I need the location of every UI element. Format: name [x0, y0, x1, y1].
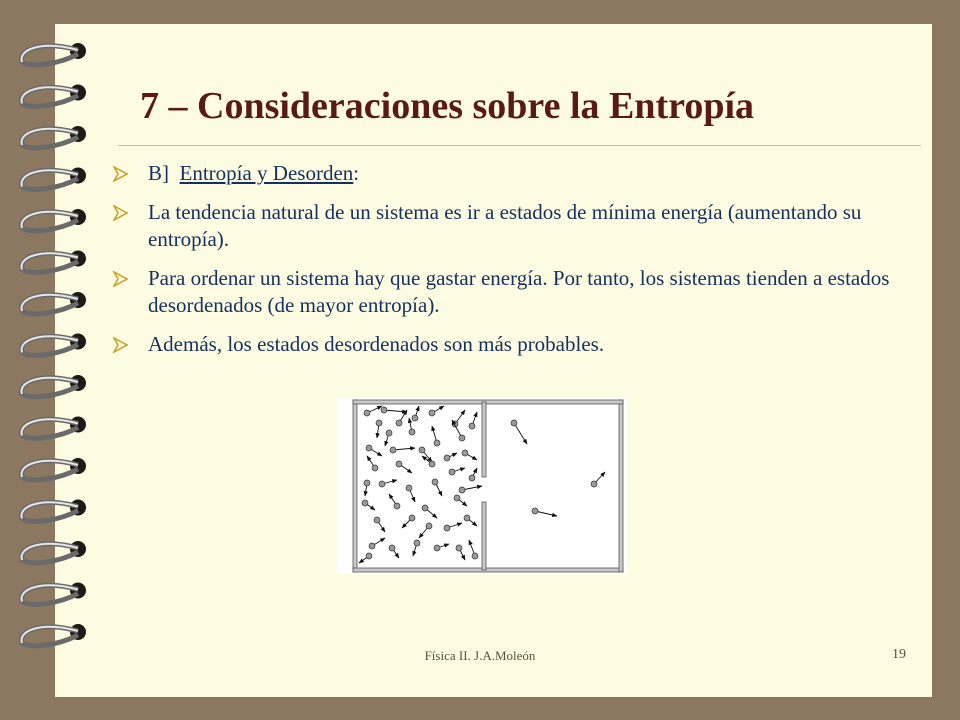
spiral-binding [0, 0, 110, 720]
molecule [419, 447, 425, 453]
bullet-list [112, 160, 932, 370]
molecule [454, 495, 460, 501]
molecule [432, 479, 438, 485]
molecule [406, 485, 412, 491]
molecule [381, 407, 387, 413]
molecule [414, 540, 420, 546]
arrowhead-bullet-icon [112, 166, 128, 182]
molecule [362, 500, 368, 506]
molecule [364, 410, 370, 416]
footer-text: Física II. J.A.Moleón [424, 648, 536, 663]
spiral-ring-icon [22, 43, 86, 65]
molecule [366, 445, 372, 451]
molecule [456, 545, 462, 551]
molecule [422, 505, 428, 511]
arrowhead-bullet-icon [112, 271, 128, 287]
molecule [462, 450, 468, 456]
molecule [409, 429, 415, 435]
spiral-ring-icon [22, 624, 86, 646]
spiral-ring-icon [22, 126, 86, 148]
molecule [464, 515, 470, 521]
bullet-text: Para ordenar un sistema hay que gastar energía. Por tanto, los sistemas tienden a estados desordenados (de mayor entropía). [148, 266, 890, 317]
bullet-item [112, 265, 932, 319]
bullet-heading: Entropía y Desorden [179, 161, 354, 185]
molecule [379, 481, 385, 487]
molecule [374, 517, 380, 523]
molecule [434, 440, 440, 446]
spiral-ring-icon [22, 500, 86, 522]
spiral-ring-icon [22, 334, 86, 356]
molecule [444, 455, 450, 461]
bullet-item [112, 160, 932, 187]
spiral-ring-icon [22, 417, 86, 439]
bullet-text: La tendencia natural de un sistema es ir a estados de mínima energía (aumentando su entropía). [148, 200, 862, 251]
molecule [444, 525, 450, 531]
molecule [469, 423, 475, 429]
molecule [426, 523, 432, 529]
arrowhead-bullet-icon [112, 205, 128, 221]
molecule [472, 553, 478, 559]
gas-diffusion-diagram [337, 398, 627, 574]
bullet-item [112, 199, 932, 253]
bullet-prefix: B] [148, 161, 180, 185]
spiral-ring-icon [22, 85, 86, 107]
spiral-ring-icon [22, 458, 86, 480]
spiral-ring-icon [22, 375, 86, 397]
slide-title: 7 – Consideraciones sobre la Entropía [140, 85, 755, 127]
molecule [376, 420, 382, 426]
molecule [396, 420, 402, 426]
bullet-text: Además, los estados desordenados son más probables. [148, 332, 605, 356]
molecule [364, 480, 370, 486]
spiral-ring-icon [22, 292, 86, 314]
molecule [429, 410, 435, 416]
bullet-suffix: : [353, 161, 360, 185]
molecule [369, 543, 375, 549]
spiral-ring-icon [22, 251, 86, 273]
molecule [412, 415, 418, 421]
arrowhead-bullet-icon [112, 337, 128, 353]
molecule [409, 515, 415, 521]
spiral-ring-icon [22, 209, 86, 231]
molecule [459, 435, 465, 441]
molecule [449, 469, 455, 475]
molecule [434, 545, 440, 551]
title-divider [118, 145, 921, 146]
molecule [389, 545, 395, 551]
molecule [396, 461, 402, 467]
molecule [390, 447, 396, 453]
molecule [394, 503, 400, 509]
spiral-ring-icon [22, 583, 86, 605]
spiral-ring-icon [22, 168, 86, 190]
molecule [591, 481, 597, 487]
molecule [372, 465, 378, 471]
molecule [511, 420, 517, 426]
molecule [366, 553, 372, 559]
bullet-item [112, 331, 932, 358]
page-number: 19 [892, 647, 906, 662]
molecule [386, 430, 392, 436]
molecule [532, 508, 538, 514]
molecule [429, 461, 435, 467]
molecule [469, 475, 475, 481]
spiral-ring-icon [22, 541, 86, 563]
molecule [459, 487, 465, 493]
